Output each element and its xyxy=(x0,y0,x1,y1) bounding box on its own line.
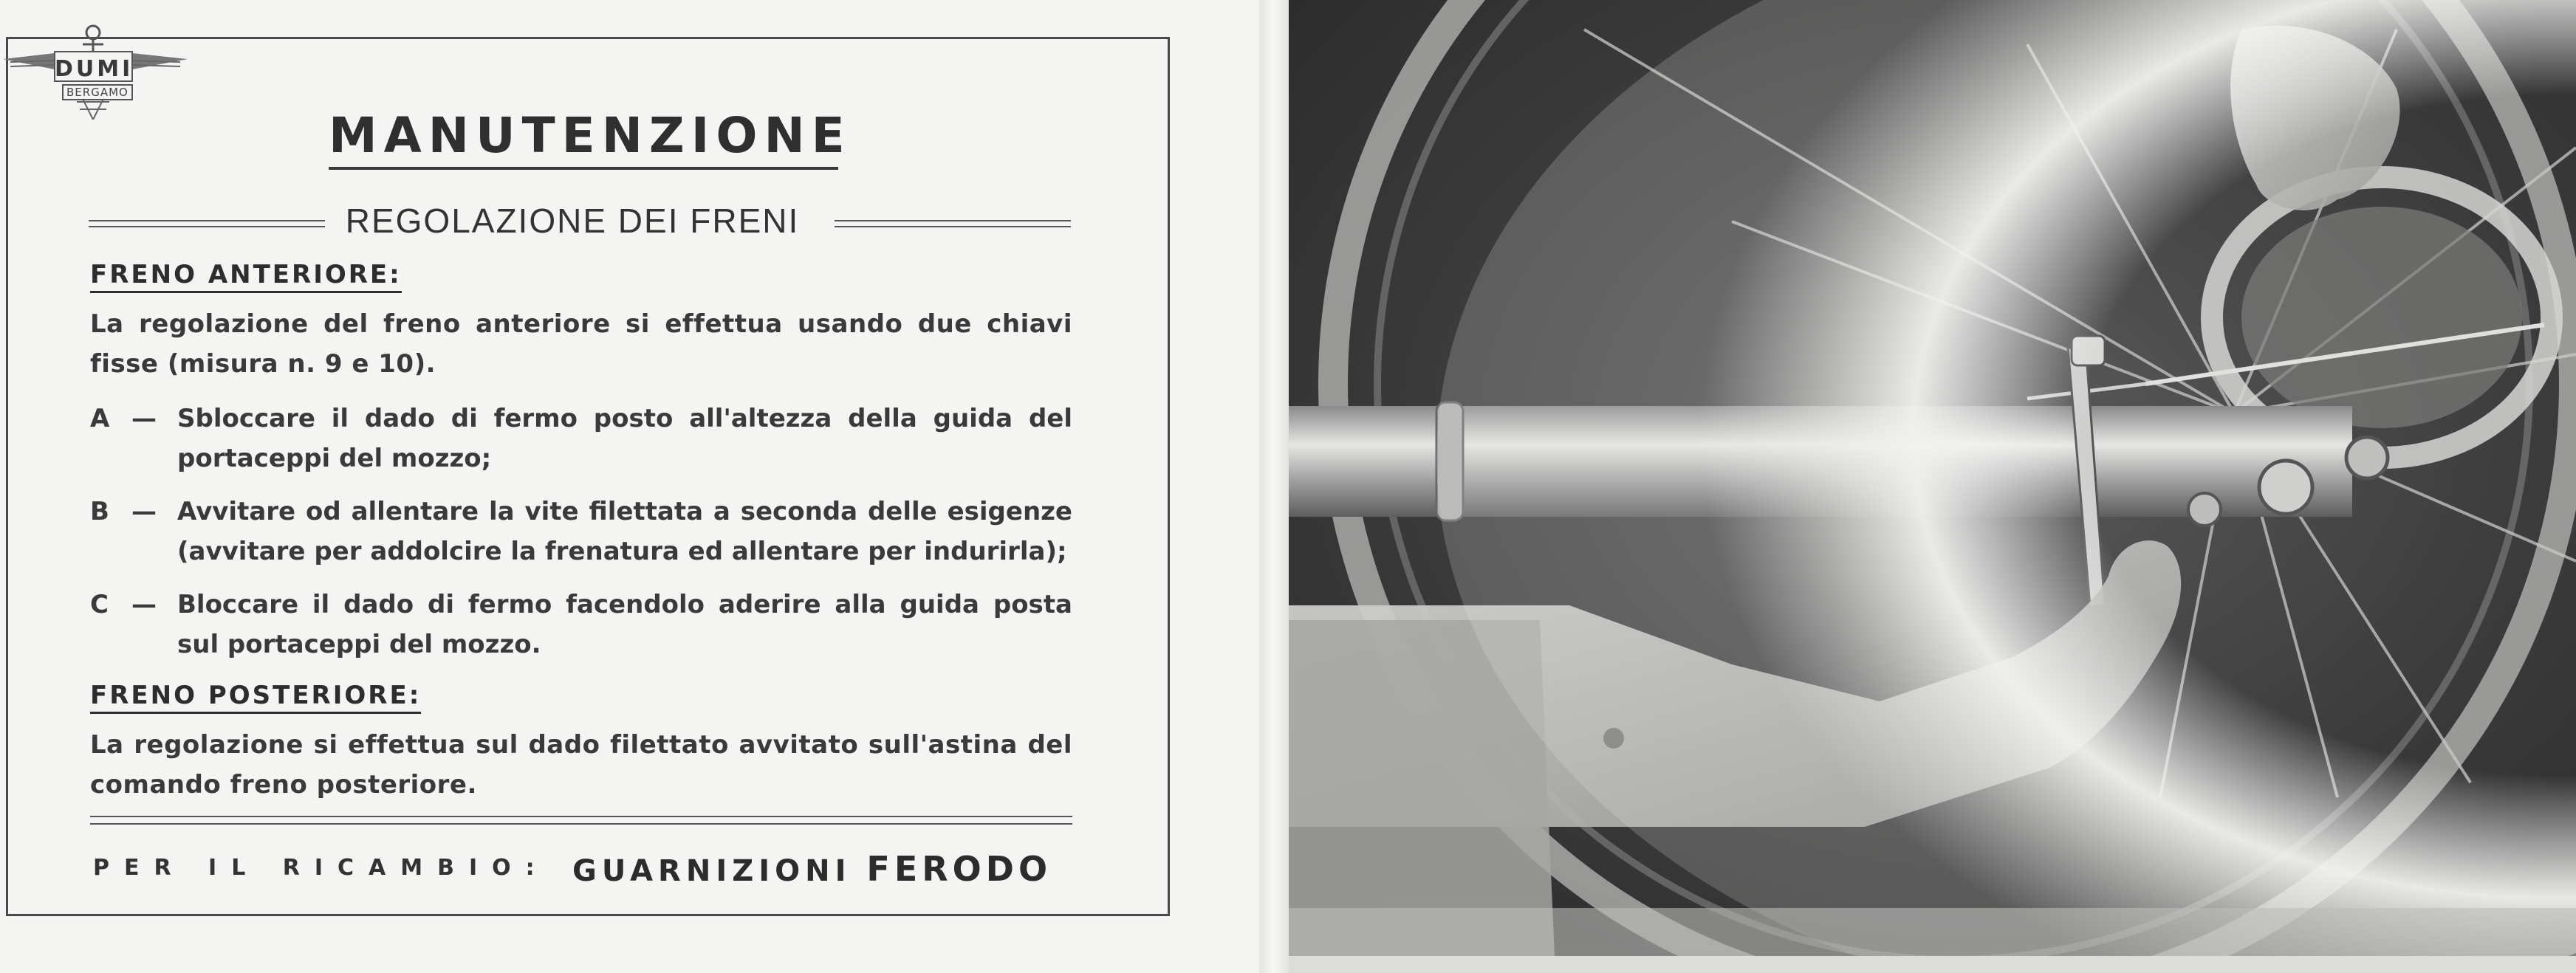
step-text: Bloccare il dado di fermo facendolo aderire alla guida posta sul portaceppi del mozzo. xyxy=(177,590,1072,659)
rear-brake-heading: FRENO POSTERIORE: xyxy=(90,681,421,714)
footer-divider xyxy=(90,816,1072,825)
page-gutter xyxy=(1259,0,1289,973)
front-brake-heading: FRENO ANTERIORE: xyxy=(90,260,402,293)
page-subtitle: REGOLAZIONE DEI FRENI xyxy=(345,202,800,240)
footer-left: PER IL RICAMBIO: xyxy=(93,855,549,881)
footer-guarnizioni: GUARNIZIONI xyxy=(572,854,852,888)
brake-adjustment-photo-icon xyxy=(1289,0,2576,956)
footer-right xyxy=(572,849,1052,889)
step-dash: — xyxy=(131,590,157,619)
logo-sub: BERGAMO xyxy=(62,84,133,100)
divider-right xyxy=(835,220,1071,227)
step-c xyxy=(90,585,1072,664)
step-b xyxy=(90,492,1072,571)
logo-brand: DUMI xyxy=(55,56,134,82)
step-dash: — xyxy=(131,497,157,526)
page-title: MANUTENZIONE xyxy=(329,107,838,170)
left-page xyxy=(0,0,1259,973)
divider-left xyxy=(89,220,325,227)
front-brake-intro: La regolazione del freno anteriore si effettua usando due chiavi fisse (misura n. 9 e 10). xyxy=(90,309,1072,379)
step-text: Avvitare od allentare la vite filettata a seconda delle esigenze (avvitare per addolcire la frenatura ed allentare per indurirla); xyxy=(177,497,1072,566)
right-page xyxy=(1289,0,2576,973)
step-text: Sbloccare il dado di fermo posto all'altezza della guida del portaceppi del mozzo; xyxy=(177,404,1072,473)
footer-brand: FERODO xyxy=(866,849,1052,889)
step-letter: A xyxy=(90,404,110,433)
step-letter: B xyxy=(90,497,109,526)
step-a xyxy=(90,399,1072,478)
rear-brake-text: La regolazione si effettua sul dado filettato avvitato sull'astina del comando freno posteriore. xyxy=(90,730,1072,800)
logo xyxy=(3,16,188,120)
step-letter: C xyxy=(90,590,109,619)
subtitle-row xyxy=(89,201,1071,245)
step-dash: — xyxy=(131,404,157,433)
